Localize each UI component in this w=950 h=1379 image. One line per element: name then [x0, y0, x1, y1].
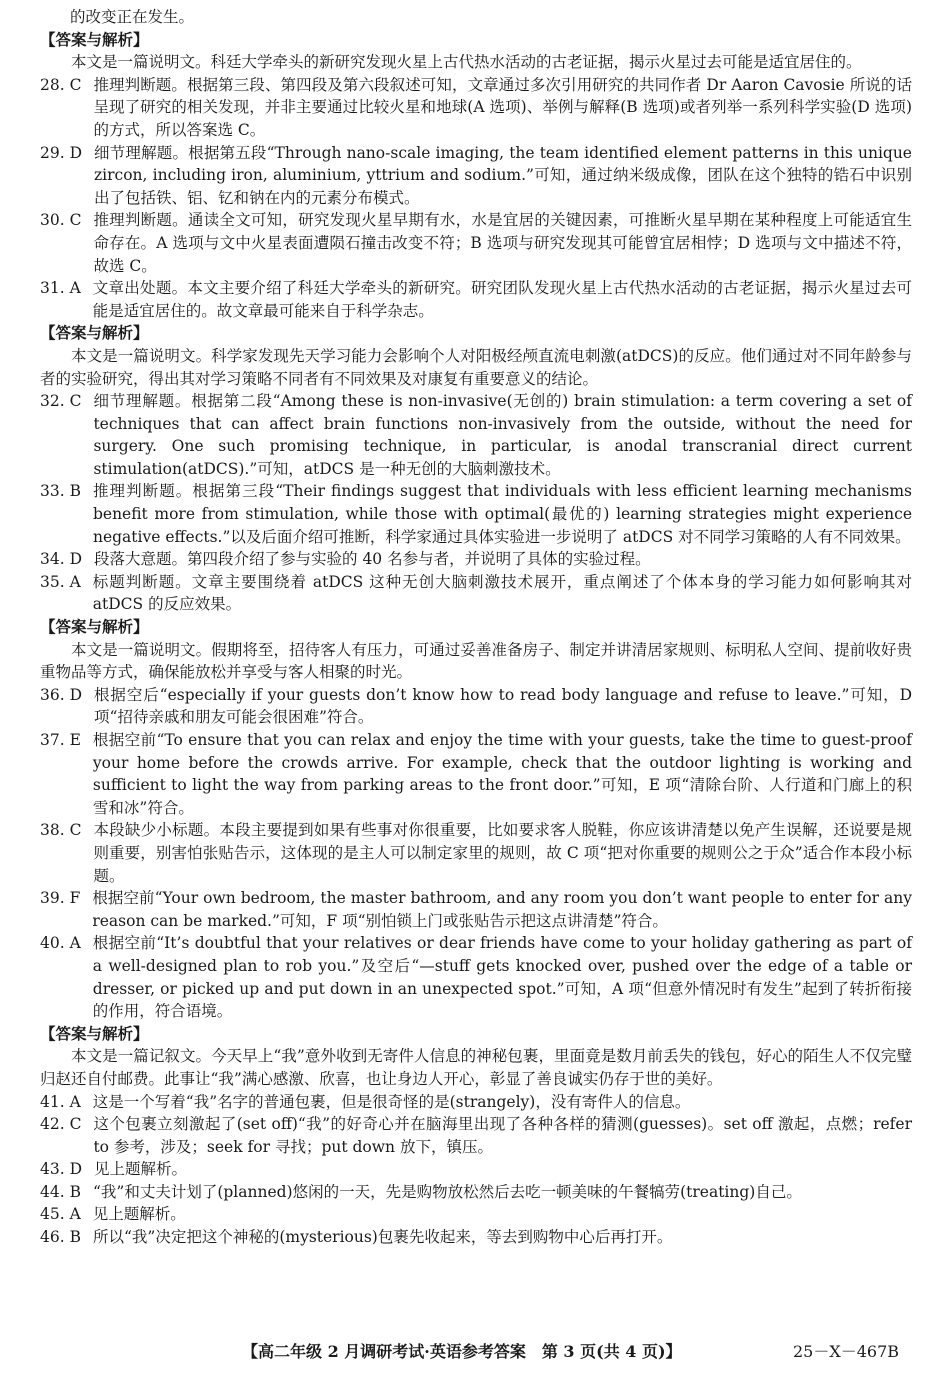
section-heading: 【答案与解析】: [40, 617, 149, 637]
answer-item: [40, 571, 912, 616]
passage-summary: 本文是一篇说明文。科学家发现先天学习能力会影响个人对阳极经颅直流电刺激(atDCS)的反应。他们通过对不同年龄参与者的实验研究，得出其对学习策略不同者有不同效果及对康复有重要意义的结论。: [40, 346, 912, 388]
answer-number: 29. D: [40, 143, 83, 162]
answer-section: [40, 1023, 912, 1249]
answer-explanation: 根据空前“Your own bedroom, the master bathroom, and any room you don’t want people to enter for any reason can be marked.”可知，F 项“别怕锁上门或张贴告示把这点讲清楚”符合。: [92, 889, 912, 930]
answer-item: [40, 1113, 912, 1158]
answer-number: 46. B: [40, 1228, 81, 1247]
answer-item: [40, 1091, 912, 1114]
passage-summary: 本文是一篇说明文。假期将至，招待客人有压力，可通过妥善准备房子、制定并讲清居家规则、标明私人空间、提前收好贵重物品等方式，确保能放松并享受与客人相聚的时光。: [40, 640, 912, 682]
answer-explanation: 细节理解题。根据第二段“Among these is non-invasive(无创的) brain stimulation: a term covering a set of techniques that can affect brain functions non-invasively from the outside, without the need for surgery. One such promising technique, in particular, is anodal transcranial direct current stimulation(atDCS).”可知，atDCS 是一种无创的大脑刺激技术。: [93, 392, 912, 478]
answer-item: [40, 819, 912, 887]
answer-number: 31. A: [40, 279, 81, 298]
answer-explanation: 见上题解析。: [94, 1160, 188, 1179]
answer-item: [40, 1226, 912, 1249]
answer-item: [40, 932, 912, 1022]
passage-summary: 本文是一篇记叙文。今天早上“我”意外收到无寄件人信息的神秘包裹，里面竟是数月前丢失的钱包，好心的陌生人不仅完璧归赵还自付邮费。此事让“我”满心感激、欣喜，也让身边人开心，彰显了善良诚实仍存于世的美好。: [40, 1047, 912, 1088]
answer-number: 39. F: [40, 889, 81, 908]
answer-section: [40, 616, 912, 1023]
answer-item: [40, 209, 912, 277]
answer-explanation: 细节理解题。根据第五段“Through nano-scale imaging, the team identified element patterns in this unique zircon, including iron, aluminium, yttrium and sodium.”可知，通过纳米级成像，团队在这个独特的锆石中识别出了包括铁、铝、钇和钠在内的元素分布模式。: [94, 143, 912, 207]
answer-explanation: 所以“我”决定把这个神秘的(mysterious)包裹先收起来，等去到购物中心后再打开。: [92, 1228, 673, 1247]
answer-explanation: 推理判断题。通读全文可知，研究发现火星早期有水，水是宜居的关键因素，可推断火星早期在某种程度上可能适宜生命存在。A 选项与文中火星表面遭陨石撞击改变不符；B 选项与研究发现其可能曾宜居相悖；D 选项与文中描述不符，故选 C。: [93, 211, 912, 275]
answer-explanation: 见上题解析。: [92, 1205, 186, 1224]
answer-explanation: 本段缺少小标题。本段主要提到如果有些事对你很重要，比如要求客人脱鞋，你应该讲清楚以免产生误解，还说要是规则重要，别害怕张贴告示，这体现的是主人可以制定家里的规则，故 C 项“把对你重要的规则公之于众”适合作本段小标题。: [93, 821, 912, 885]
answer-number: 35. A: [40, 572, 81, 591]
answer-explanation: 标题判断题。文章主要围绕着 atDCS 这种无创大脑刺激技术展开，重点阐述了个体本身的学习能力如何影响其对 atDCS 的反应效果。: [92, 572, 912, 614]
answer-content: [40, 6, 912, 1249]
answer-explanation: 根据空后“especially if your guests don’t know how to read body language and refuse to leave.”可知，D 项“招待亲戚和朋友可能会很困难”符合。: [94, 685, 912, 727]
answer-number: 43. D: [40, 1160, 83, 1179]
answer-explanation: 这是一个写着“我”名字的普通包裹，但是很奇怪的是(strangely)，没有寄件人的信息。: [92, 1092, 691, 1111]
answer-explanation: 这个包裹立刻激起了(set off)“我”的好奇心并在脑海里出现了各种各样的猜测(guesses)。set off 激起，点燃；refer to 参考，涉及；seek for 寻找；put down 放下，镇压。: [93, 1115, 912, 1156]
section-heading: 【答案与解析】: [40, 1023, 149, 1043]
answer-item: [40, 142, 912, 210]
answer-item: [40, 74, 912, 142]
passage-summary: 本文是一篇说明文。科廷大学牵头的新研究发现火星上古代热水活动的古老证据，揭示火星过去可能是适宜居住的。: [71, 53, 862, 72]
answer-explanation: 推理判断题。根据第三段、第四段及第六段叙述可知，文章通过多次引用研究的共同作者 Dr Aaron Cavosie 所说的话呈现了研究的相关发现，并非主要通过比较火星和地球(A 选项)、举例与解释(B 选项)或者列举一系列科学实验(D 选项)的方式，所以答案选 C。: [93, 75, 912, 139]
answer-number: 36. D: [40, 685, 83, 704]
answer-item: [40, 684, 912, 729]
answer-item: [40, 1181, 912, 1204]
continued-text: 的改变正在发生。: [70, 8, 195, 26]
footer-title: 【高二年级 2 月调研考试·英语参考答案 第 3 页(共 4 页)】: [242, 1342, 682, 1361]
answer-explanation: 推理判断题。根据第三段“Their findings suggest that individuals with less efficient learning mechanisms benefit more from stimulation, while those with optimal(最优的) learning strategies might experience negative effects.”以及后面介绍可推断，科学家通过具体实验进一步说明了 atDCS 对不同学习策略的人有不同效果。: [92, 482, 912, 546]
answer-section: [40, 322, 912, 616]
answer-explanation: 段落大意题。第四段介绍了参与实验的 40 名参与者，并说明了具体的实验过程。: [94, 550, 651, 569]
answer-explanation: 根据空前“To ensure that you can relax and enjoy the time with your guests, take the time to guest-proof your home before the crowds arrive. For example, check that the outdoor lighting is working and sufficient to light the way from parking areas to the front door.”可知，E 项“清除台阶、人行道和门廊上的积雪和冰”符合。: [92, 731, 912, 817]
answer-item: [40, 480, 912, 548]
answer-section: [40, 29, 912, 323]
answer-item: [40, 548, 912, 571]
answer-item: [40, 1158, 912, 1181]
answer-number: 34. D: [40, 550, 83, 569]
answer-item: [40, 390, 912, 480]
section-heading: 【答案与解析】: [40, 323, 149, 343]
answer-number: 30. C: [40, 211, 82, 230]
answer-item: [40, 1203, 912, 1226]
answer-item: [40, 277, 912, 322]
answer-item: [40, 887, 912, 932]
footer-code: 25－X－467B: [793, 1342, 900, 1361]
answer-number: 45. A: [40, 1205, 81, 1224]
answer-item: [40, 729, 912, 819]
answer-number: 40. A: [40, 934, 81, 953]
section-heading: 【答案与解析】: [40, 29, 149, 49]
page-footer: [0, 1341, 950, 1367]
answer-number: 28. C: [40, 75, 82, 94]
answer-number: 33. B: [40, 482, 81, 501]
answer-sections: [40, 29, 912, 1249]
answer-number: 32. C: [40, 392, 82, 411]
answer-explanation: 文章出处题。本文主要介绍了科廷大学牵头的新研究。研究团队发现火星上古代热水活动的古老证据，揭示火星过去可能是适宜居住的。故文章最可能来自于科学杂志。: [92, 279, 912, 320]
answer-number: 38. C: [40, 821, 82, 840]
answer-number: 44. B: [40, 1182, 81, 1201]
answer-number: 41. A: [40, 1092, 81, 1111]
answer-explanation: “我”和丈夫计划了(planned)悠闲的一天，先是购物放松然后去吃一顿美味的午餐犒劳(treating)自己。: [92, 1182, 802, 1201]
answer-explanation: 根据空前“It’s doubtful that your relatives or dear friends have come to your holiday gathering as part of a well-designed plan to rob you.”及空后“—stuff gets knocked over, pushed over the edge of a table or dresser, or picked up and put down in an unexpected spot.”可知，A 项“但意外情况时有发生”起到了转折衔接的作用，符合语境。: [92, 934, 912, 1021]
answer-number: 37. E: [40, 731, 81, 749]
answer-number: 42. C: [40, 1115, 82, 1134]
